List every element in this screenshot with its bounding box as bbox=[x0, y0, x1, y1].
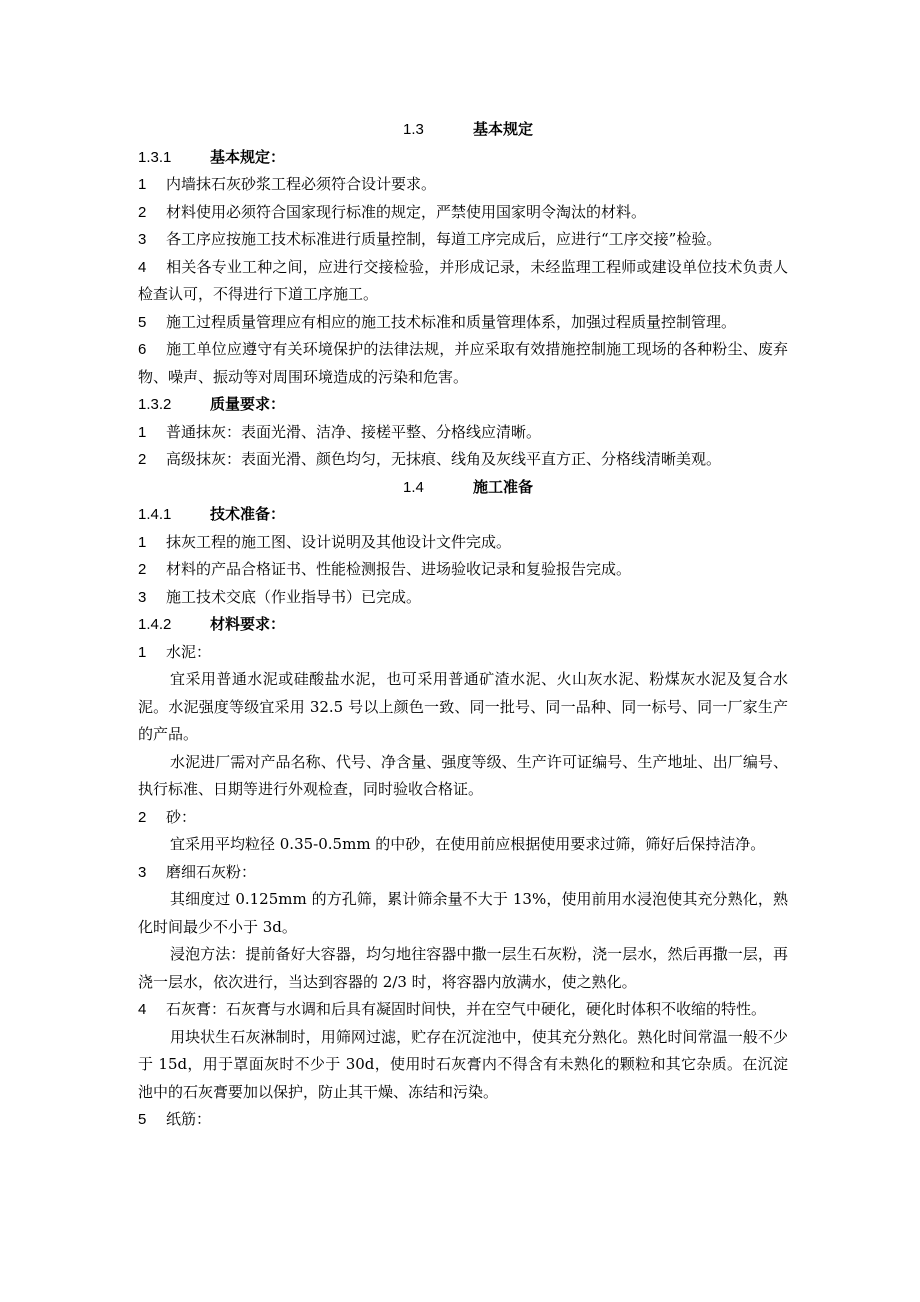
document-body bbox=[138, 116, 788, 1134]
section-title-1-3: 1.3 基本规定 bbox=[402, 121, 533, 138]
list-item: 2 材料的产品合格证书、性能检测报告、进场验收记录和复验报告完成。 bbox=[138, 560, 632, 578]
list-item: 1 内墙抹石灰砂浆工程必须符合设计要求。 bbox=[138, 175, 437, 193]
heading-1-4-2: 1.4.2 材料要求： bbox=[138, 616, 286, 633]
list-item: 1 普通抹灰：表面光滑、洁净、接槎平整、分格线应清晰。 bbox=[138, 422, 542, 441]
list-item: 2 材料使用必须符合国家现行标准的规定，严禁使用国家明令淘汰的材料。 bbox=[138, 202, 647, 221]
material-sand-paragraph: 宜采用平均粒径 0.35-0.5mm 的中砂，在使用前应根据使用要求过筛，筛好后保持洁净。 bbox=[170, 835, 766, 853]
list-item: 5 施工过程质量管理应有相应的施工技术标准和质量管理体系，加强过程质量控制管理。 bbox=[138, 312, 737, 331]
material-cement-paragraph: 水泥进厂需对产品名称、代号、净含量、强度等级、生产许可证编号、生产地址、出厂编号、执行标准、日期等进行外观检查，同时验收合格证。 bbox=[138, 752, 788, 798]
material-lime-paste-label: 4 石灰膏：石灰膏与水调和后具有凝固时间快，并在空气中硬化，硬化时体积不收缩的特性。 bbox=[138, 1000, 767, 1018]
material-lime-paste-paragraph: 用块状生石灰淋制时，用筛网过滤，贮存在沉淀池中，使其充分熟化。熟化时间常温一般不少于 15d，用于罩面灰时不少于 30d，使用时石灰膏内不得含有未熟化的颗粒和其它杂质。在沉淀池中的石灰膏要加以保护，防止其干燥、冻结和污染。 bbox=[138, 1027, 788, 1101]
list-item: 6 施工单位应遵守有关环境保护的法律法规，并应采取有效措施控制施工现场的各种粉尘、废弃物、噪声、振动等对周围环境造成的污染和危害。 bbox=[138, 340, 788, 386]
list-item: 2 高级抹灰：表面光滑、颜色均匀，无抹痕、线角及灰线平直方正、分格线清晰美观。 bbox=[138, 450, 722, 468]
material-lime-powder-paragraph: 浸泡方法：提前备好大容器，均匀地往容器中撒一层生石灰粉，浇一层水，然后再撒一层，再浇一层水，依次进行，当达到容器的 2/3 时，将容器内放满水，使之熟化。 bbox=[138, 945, 788, 991]
section-title-1-4: 1.4 施工准备 bbox=[402, 478, 533, 496]
list-item: 4 相关各专业工种之间，应进行交接检验，并形成记录，未经监理工程师或建设单位技术负责人检查认可，不得进行下道工序施工。 bbox=[138, 257, 788, 303]
list-item: 3 各工序应按施工技术标准进行质量控制，每道工序完成后，应进行“工序交接”检验。 bbox=[138, 230, 722, 248]
material-fiber-label: 5 纸筋： bbox=[138, 1110, 212, 1128]
material-lime-powder-label: 3 磨细石灰粉： bbox=[138, 862, 257, 881]
material-cement-label: 1 水泥： bbox=[138, 642, 212, 661]
heading-1-4-1: 1.4.1 技术准备： bbox=[138, 506, 286, 523]
material-sand-label: 2 砂： bbox=[138, 807, 197, 826]
list-item: 1 抹灰工程的施工图、设计说明及其他设计文件完成。 bbox=[138, 532, 512, 551]
heading-1-3-1: 1.3.1 基本规定： bbox=[138, 148, 286, 166]
material-cement-paragraph: 宜采用普通水泥或硅酸盐水泥，也可采用普通矿渣水泥、火山灰水泥、粉煤灰水泥及复合水泥。水泥强度等级宜采用 32.5 号以上颜色一致、同一批号、同一品种、同一标号、同一厂家生产的产品。 bbox=[138, 670, 788, 743]
heading-1-3-2: 1.3.2 质量要求： bbox=[138, 396, 286, 413]
list-item: 3 施工技术交底（作业指导书）已完成。 bbox=[138, 587, 422, 606]
material-lime-powder-paragraph: 其细度过 0.125mm 的方孔筛，累计筛余量不大于 13%，使用前用水浸泡使其充分熟化，熟化时间最少不小于 3d。 bbox=[138, 890, 788, 936]
